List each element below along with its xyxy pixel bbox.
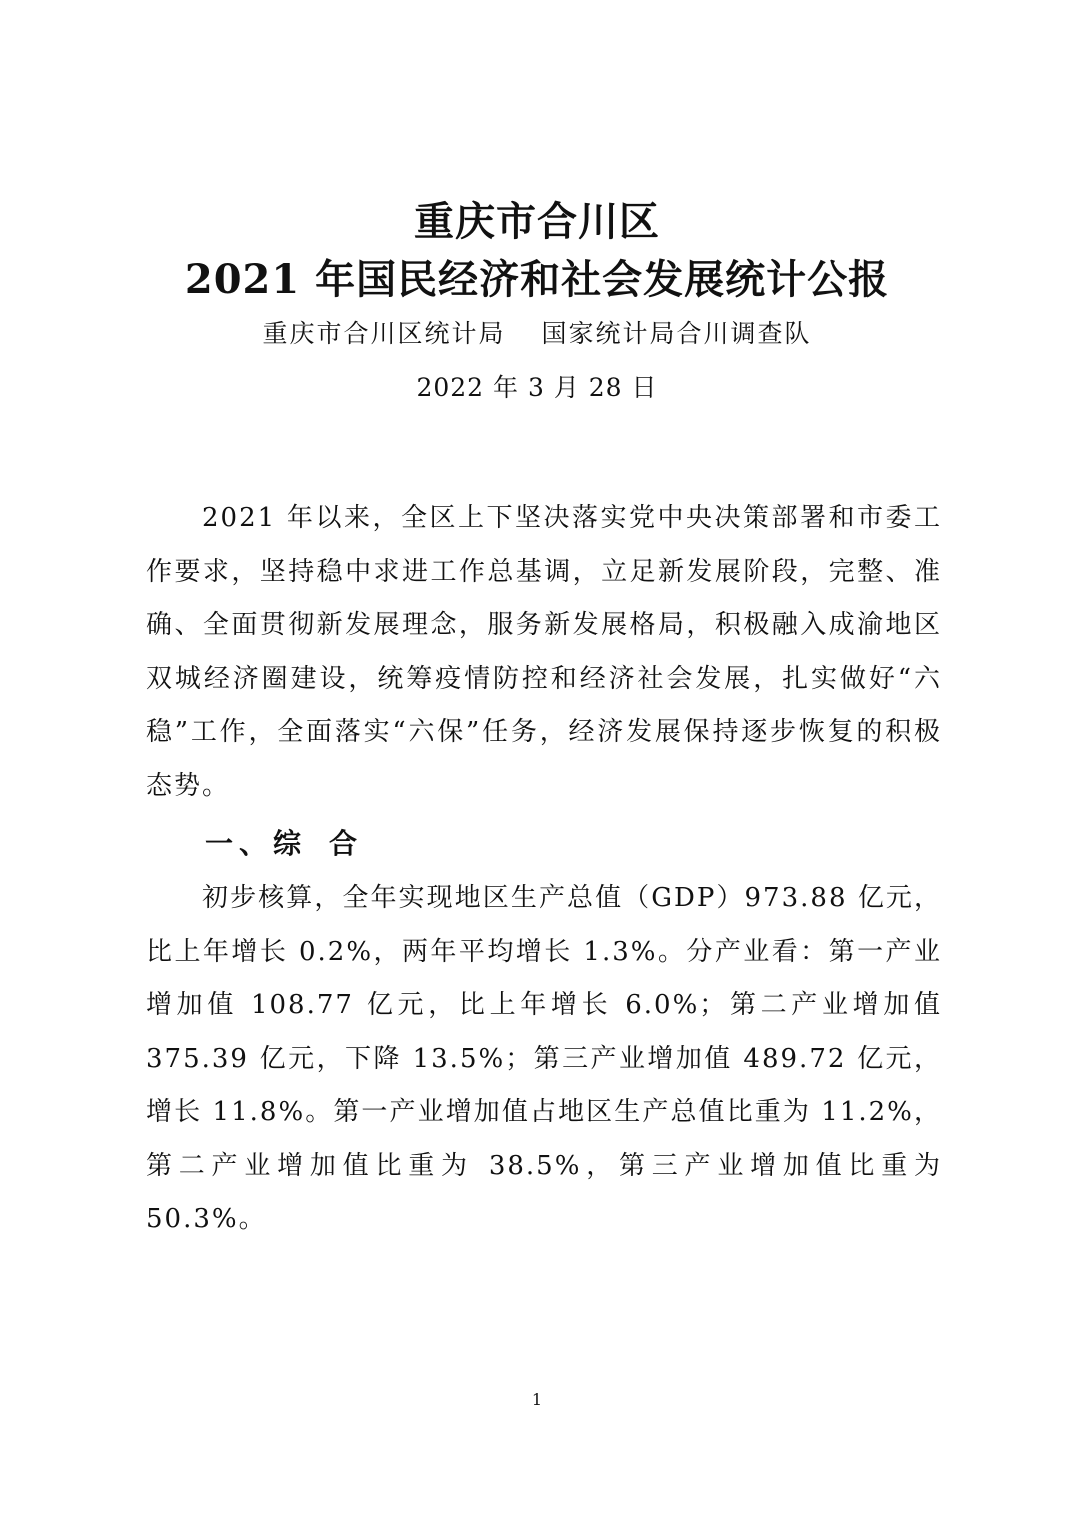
document-authors: [0, 316, 1074, 352]
intro-paragraph: 2021 年以来，全区上下坚决落实党中央决策部署和市委工作要求，坚持稳中求进工作总基调，立足新发展阶段，完整、准确、全面贯彻新发展理念，服务新发展格局，积极融入成渝地区双城经济圈建设，统筹疫情防控和经济社会发展，扎实做好“六稳”工作，全面落实“六保”任务，经济发展保持逐步恢复的积极态势。: [146, 503, 942, 801]
publication-date: 2022 年 3 月 28 日: [416, 373, 658, 402]
section-heading-general: [205, 820, 363, 868]
section-heading-prefix: 一、综: [205, 827, 308, 860]
author-statistics-bureau: 重庆市合川区统计局: [262, 319, 506, 348]
document-title-line-1: 重庆市合川区: [414, 198, 660, 245]
author-survey-team: 国家统计局合川调查队: [541, 319, 812, 348]
document-title-line-2: 2021 年国民经济和社会发展统计公报: [184, 256, 890, 303]
section-general-paragraph: 初步核算，全年实现地区生产总值（GDP）973.88 亿元，比上年增长 0.2%，两年平均增长 1.3%。分产业看：第一产业增加值 108.77 亿元，比上年增长 6.0%；第二产业增加值 375.39 亿元，下降 13.5%；第三产业增加值 489.72 亿元，增长 11.8%。第一产业增加值占地区生产总值比重为 11.2%，第二产业增加值比重为 38.5%，第三产业增加值比重为 50.3%。: [146, 883, 942, 1234]
page-number: 1: [531, 1390, 543, 1409]
section-heading-suffix: 合: [329, 827, 364, 860]
